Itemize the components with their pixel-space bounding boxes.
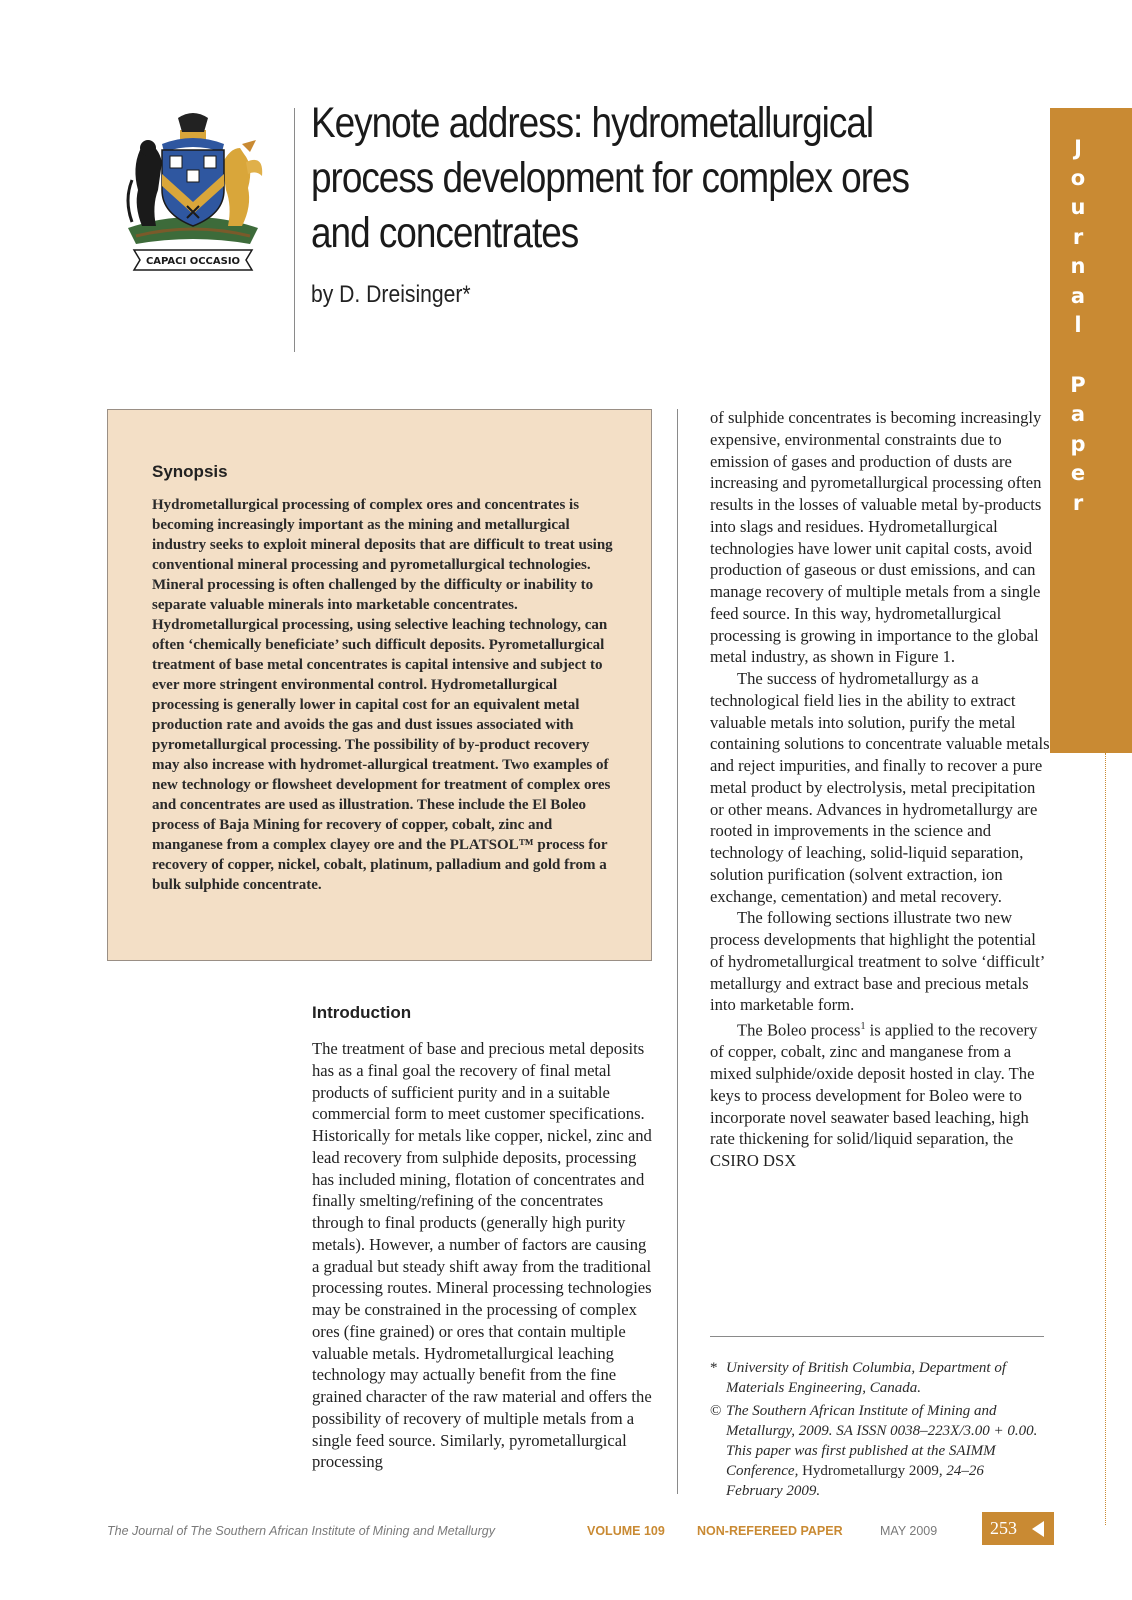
tab-letter: a [1070,402,1086,426]
affiliation-footnote [710,1358,1040,1398]
footnote-text: 24–26 February 2009. [726,1463,984,1499]
tab-letter: n [1070,254,1086,278]
synopsis-heading: Synopsis [152,462,228,481]
crest-motto: CAPACI OCCASIO [145,256,241,267]
tab-letter: r [1072,224,1084,249]
paper-title: Keynote address: hydrometallurgical process development for complex ores and concentrates [311,99,909,257]
boleo-text-end: is applied to the recovery of copper, cobalt, zinc and manganese from a mixed sulphide/oxide deposit hosted in clay. The keys to process development for Boleo were to incorporate novel seawater based leaching, high rate thickening for solid/liquid separation, the CSIRO DSX [710,1020,1038,1171]
footer-volume: VOLUME 109 [587,1524,665,1538]
copyright-footnote [710,1401,1040,1501]
footnote-mark: * [710,1360,718,1376]
synopsis-text: Hydrometallurgical processing of complex ores and concentrates is becoming increasingly important as the mining and metallurgical industry seeks to exploit mineral deposits that are difficult to treat using conventional mineral processing and pyrometallurgical technologies. Mineral processing is often challenged by the difficulty or inability to separate valuable minerals into marketable concentrates. Hydrometallurgical processing, using selective leaching technology, can often ‘chemically beneficiate’ such difficult deposits. Pyrometallurgical treatment of base metal concentrates is capital intensive and subject to ever more stringent environmental control. Hydrometallurgical processing is generally lower in capital cost for an equivalent metal production rate and avoids the gas and dust issues associated with pyrometallurgical processing. The possibility of by-product recovery may also increase with hydromet-allurgical treatment. Two examples of new technology or flowsheet development for treatment of complex ores and concentrates are used as illustration. These include the El Boleo process of Baja Mining for recovery of copper, cobalt, zinc and manganese from a complex clayey ore and the PLATSOL™ process for recovery of copper, nickel, cobalt, platinum, palladium and gold from a bulk sulphide concentrate. [152,497,613,893]
title-divider [294,108,295,352]
synopsis-box [107,409,652,961]
body-paragraph: The success of hydrometallurgy as a technological field lies in the ability to extract valuable metals into solution, purify the metal containing solutions to concentrate valuable metals and reject impurities, and finally to recover a pure metal product by electrolysis, metal precipitation or other means. Advances in hydrometallurgy are rooted in improvements in the science and technology of leaching, solid-liquid separation, solution purification (solvent extraction, ion exchange, cementation) and metal recovery. [710,669,1050,906]
reference-marker: 1 [860,1021,866,1032]
footnotes [710,1358,1040,1504]
tab-letter: a [1070,283,1086,308]
tab-letter: J [1074,136,1082,160]
boleo-text-start: The Boleo process [737,1020,861,1040]
saimm-crest-logo [118,110,268,275]
body-paragraph: of sulphide concentrates is becoming increasingly expensive, environmental constraints due to emission of gases and production of dusts are increasing and pyrometallurgical processing often results in the losses of valuable metal by-products into slags and residues. Hydrometallurgical technologies have lower unit capital costs, avoid production of gaseous or dust emissions, and can manage recovery of multiple metals from a single feed source. In this way, hydrometallurgical processing is growing in importance to the global metal industry, as shown in Figure 1. [710,408,1042,667]
footer-paper-type: NON-REFEREED PAPER [697,1524,843,1538]
tab-letter: u [1070,195,1086,219]
tab-letter: l [1074,313,1082,337]
footer-journal-name: The Journal of The Southern African Institute of Mining and Metallurgy [107,1524,495,1538]
footnote-text: The Southern African Institute of Mining and Metallurgy, 2009. SA ISSN 0038–223X/3.00 + 0.00. This paper was first published at the SAIMM Conference, [726,1403,1038,1479]
tab-letter: P [1070,372,1086,397]
footnote-text: University of British Columbia, Department of Materials Engineering, Canada. [726,1360,1006,1396]
tab-letter: r [1072,490,1084,515]
journal-paper-tab [1050,108,1132,753]
column-divider [677,409,678,1494]
introduction-heading: Introduction [312,1003,412,1022]
page-number: 253 [990,1518,1017,1538]
footer-date: MAY 2009 [880,1524,938,1538]
page-number-box [982,1512,1054,1545]
tab-letter: o [1070,165,1086,190]
left-column-text [312,1038,652,1473]
tab-letter: e [1070,461,1086,485]
author-byline: by D. Dreisinger* [311,281,471,308]
side-tab-letters [1050,134,1106,518]
footnote-text: Hydrometallurgy 2009, [798,1463,943,1479]
right-column-text [710,407,1050,1172]
tab-dotted-rule [1105,753,1107,1525]
arrow-left-icon [1032,1521,1044,1537]
footnote-rule [710,1336,1044,1337]
copyright-mark: © [710,1403,722,1419]
tab-letter: p [1070,431,1086,456]
body-paragraph [710,1016,1050,1172]
body-paragraph: The following sections illustrate two new process developments that highlight the potential of hydrometallurgical treatment to solve ‘difficult’ metallurgy and extract base and precious metals into marketable form. [710,908,1045,1015]
intro-paragraph: The treatment of base and precious metal deposits has as a final goal the recovery of final metal products of sufficient purity and in a suitable commercial form to meet customer specifications. Historically for metals like copper, nickel, zinc and lead recovery from sulphide deposits, processing has included mining, flotation of concentrates and finally smelting/refining of the concentrates through to final products (generally high purity metals). However, a number of factors are causing a gradual but steady shift away from the traditional processing routes. Mineral processing technologies may be constrained in the processing of complex ores (fine grained) or ores that contain multiple valuable metals. Hydrometallurgical leaching technology may actually benefit from the fine grained character of the raw material and offers the possibility of recovery of multiple metals from a single feed source. Similarly, pyrometallurgical processing [312,1039,652,1472]
